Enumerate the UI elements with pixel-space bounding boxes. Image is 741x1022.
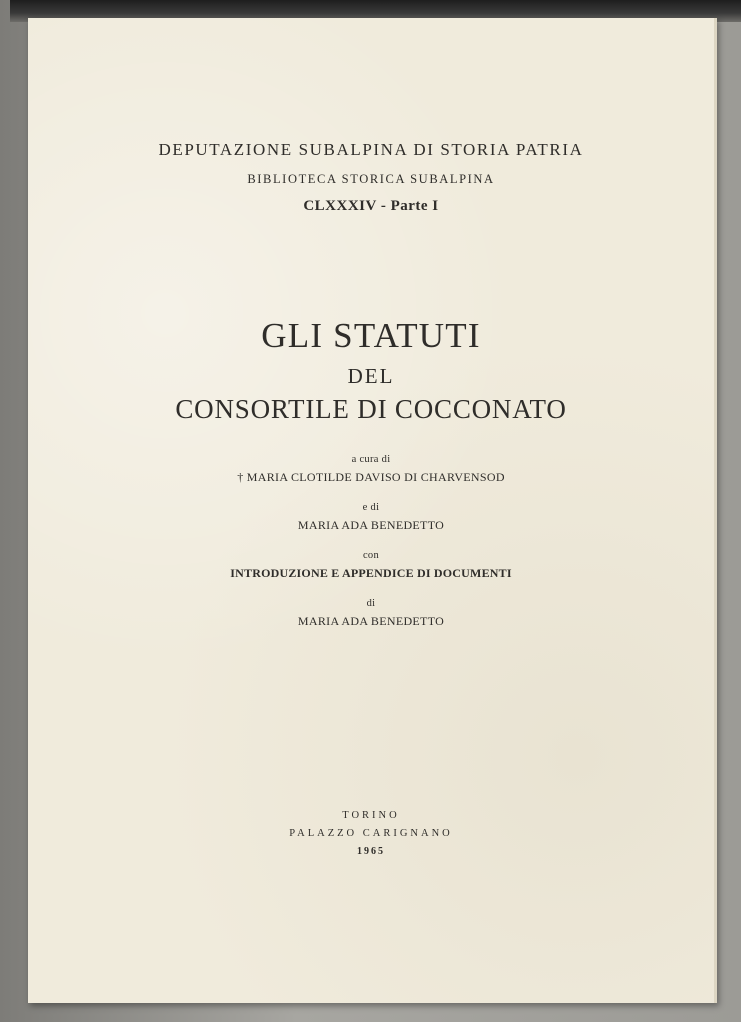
series-name: BIBLIOTECA STORICA SUBALPINA bbox=[247, 172, 495, 186]
edited-by-label: a cura di bbox=[351, 454, 391, 465]
editor-3: MARIA ADA BENEDETTO bbox=[297, 614, 445, 628]
title-line-2: DEL bbox=[347, 364, 395, 388]
publication-place: TORINO bbox=[342, 810, 400, 821]
publisher-name: PALAZZO CARIGNANO bbox=[289, 828, 453, 839]
title-line-3: CONSORTILE DI COCCONATO bbox=[175, 394, 567, 424]
institution-name: DEPUTAZIONE SUBALPINA DI STORIA PATRIA bbox=[158, 140, 584, 159]
with-label: con bbox=[362, 550, 380, 561]
title-line-1: GLI STATUTI bbox=[261, 316, 481, 355]
editor-1: † MARIA CLOTILDE DAVISO DI CHARVENSOD bbox=[237, 470, 505, 484]
and-by-label: e di bbox=[362, 502, 380, 513]
publication-year: 1965 bbox=[357, 846, 385, 857]
editor-2: MARIA ADA BENEDETTO bbox=[297, 518, 445, 532]
volume-number: CLXXXIV - Parte I bbox=[303, 198, 439, 214]
book-cover bbox=[28, 18, 717, 1003]
introduction-note: INTRODUZIONE E APPENDICE DI DOCUMENTI bbox=[230, 566, 512, 580]
by-label: di bbox=[366, 598, 376, 609]
